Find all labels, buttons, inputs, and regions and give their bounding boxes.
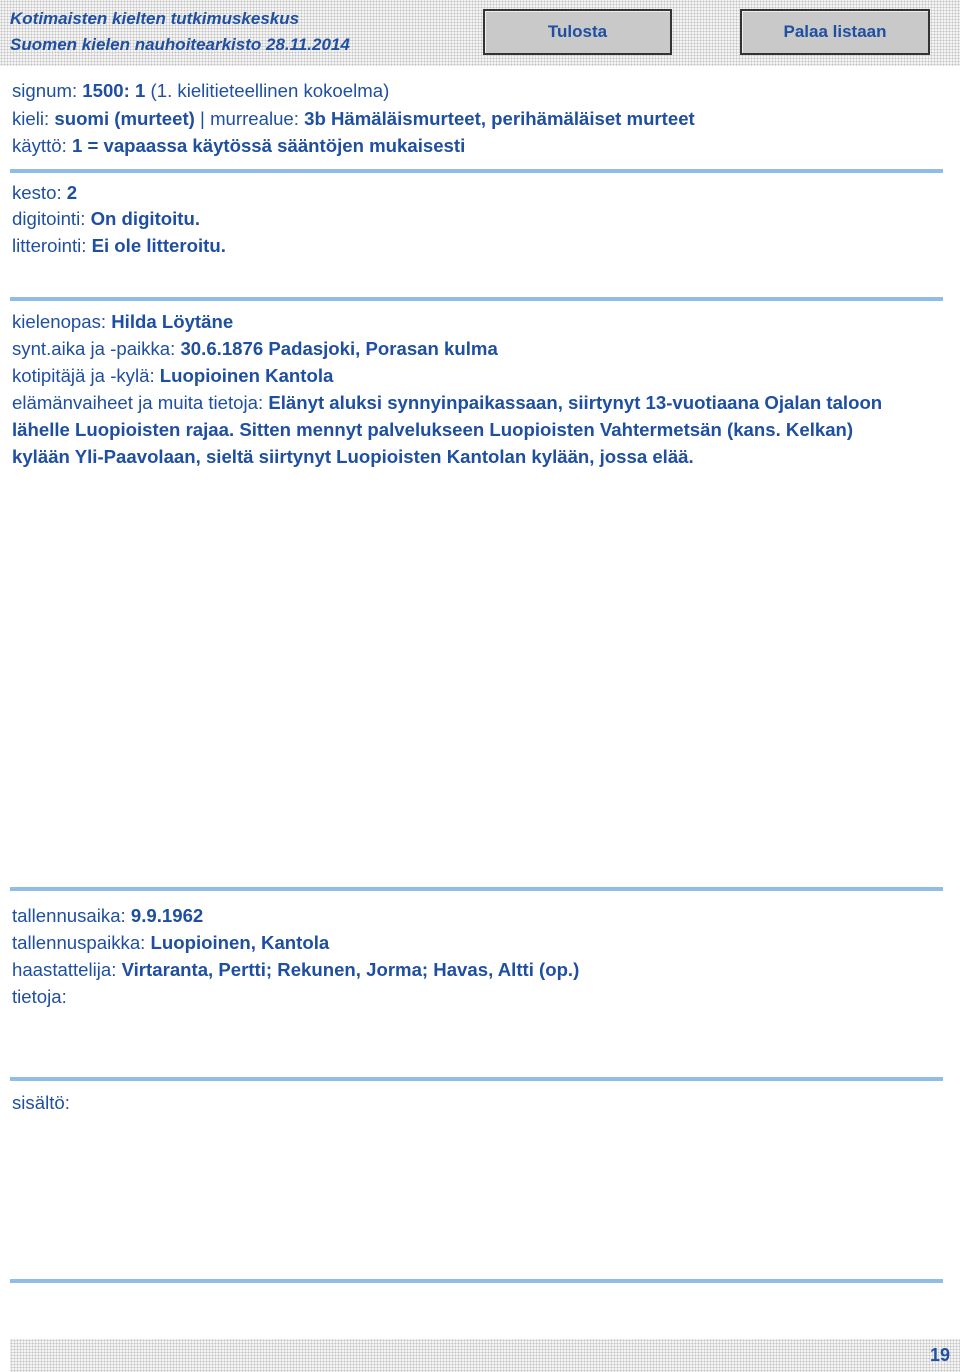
tallennusaika-label: tallennusaika: (12, 905, 126, 926)
kielenopas-row (12, 311, 233, 333)
kaytto-value: 1 = vapaassa käytössä sääntöjen mukaisesti (71, 135, 466, 156)
kotipitaja-value: Luopioinen Kantola (159, 365, 334, 386)
tallennusaika-value: 9.9.1962 (130, 905, 204, 926)
page-number: 19 (929, 1345, 950, 1365)
footer-bar (10, 1339, 960, 1372)
separator (10, 297, 943, 301)
synt-label: synt.aika ja -paikka: (12, 338, 176, 359)
tallennuspaikka-label: tallennuspaikka: (12, 932, 146, 953)
kielenopas-label: kielenopas: (12, 311, 107, 332)
signum-row (12, 80, 389, 102)
litterointi-label: litterointi: (12, 235, 87, 256)
digitointi-row (12, 208, 200, 230)
kieli-label: kieli: (12, 108, 50, 129)
tietoja-label: tietoja: (12, 986, 67, 1007)
kotipitaja-label: kotipitäjä ja -kylä: (12, 365, 155, 386)
kesto-row (12, 182, 77, 204)
haastattelija-value: Virtaranta, Pertti; Rekunen, Jorma; Havas, Altti (op.) (121, 959, 580, 980)
tallennuspaikka-row (12, 932, 329, 954)
haastattelija-label: haastattelija: (12, 959, 117, 980)
header-bar (0, 0, 960, 66)
digitointi-value: On digitoitu. (90, 208, 201, 229)
kielenopas-value: Hilda Löytäne (111, 311, 234, 332)
kieli-row (12, 108, 695, 130)
elamanvaiheet-label: elämänvaiheet ja muita tietoja: (12, 392, 264, 413)
litterointi-value: Ei ole litteroitu. (91, 235, 226, 256)
archive-title: Suomen kielen nauhoitearkisto 28.11.2014 (10, 35, 350, 54)
kesto-label: kesto: (12, 182, 62, 203)
kieli-value: suomi (murteet) (54, 108, 195, 129)
tietoja-row (12, 986, 67, 1008)
kaytto-label: käyttö: (12, 135, 67, 156)
back-to-list-button[interactable]: Palaa listaan (740, 9, 930, 55)
separator (10, 1279, 943, 1283)
signum-label: signum: (12, 80, 78, 101)
kesto-value: 2 (66, 182, 78, 203)
synt-row (12, 338, 498, 360)
separator (10, 887, 943, 891)
signum-note: (1. kielitieteellinen kokoelma) (150, 80, 390, 101)
kieli-divider: | (200, 108, 205, 129)
print-button[interactable]: Tulosta (483, 9, 672, 55)
tallennuspaikka-value: Luopioinen, Kantola (150, 932, 330, 953)
digitointi-label: digitointi: (12, 208, 86, 229)
institution-name: Kotimaisten kielten tutkimuskeskus (10, 9, 300, 28)
separator (10, 169, 943, 173)
kaytto-row (12, 135, 465, 157)
haastattelija-row (12, 959, 579, 981)
synt-value: 30.6.1876 Padasjoki, Porasan kulma (180, 338, 498, 359)
separator (10, 1077, 943, 1081)
litterointi-row (12, 235, 226, 257)
elamanvaiheet-paragraph (12, 389, 912, 470)
elamanvaiheet-value: Elänyt aluksi synnyinpaikassaan, siirtynyt 13-vuotiaana Ojalan taloon lähelle Luopioisten rajaa. Sitten mennyt palvelukseen Luopioisten Vahtermetsän (kans. Kelkan) kylään Yli-Paavolaan, sieltä siirtynyt Luopioisten Kantolan kylään, jossa elää. (12, 392, 883, 467)
signum-value: 1500: 1 (82, 80, 146, 101)
sisalto-label: sisältö: (12, 1092, 70, 1113)
kotipitaja-row (12, 365, 333, 387)
sisalto-row (12, 1092, 70, 1114)
murrealue-value: 3b Hämäläismurteet, perihämäläiset murteet (304, 108, 695, 129)
tallennusaika-row (12, 905, 203, 927)
murrealue-label: murrealue: (210, 108, 299, 129)
